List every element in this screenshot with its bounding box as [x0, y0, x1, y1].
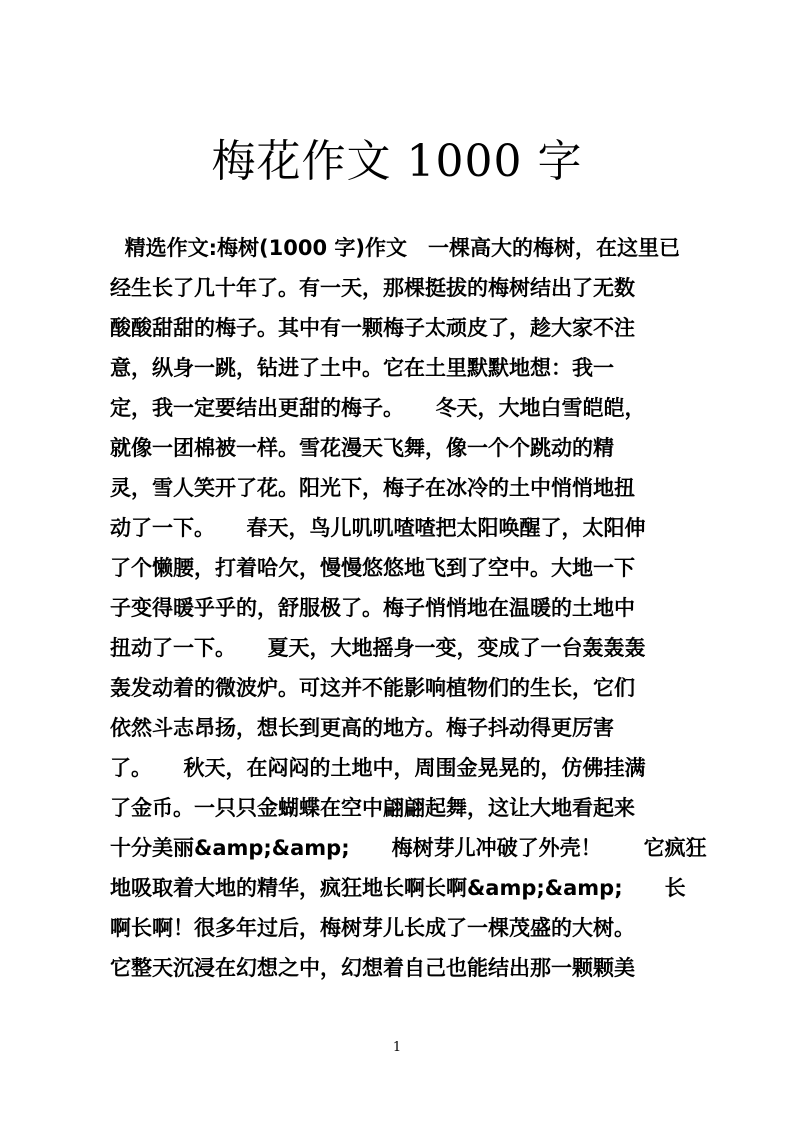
- body-line: 十分美丽&amp;&amp; 梅树芽儿冲破了外壳！ 它疯狂: [110, 836, 707, 860]
- body-line: 了。 秋天，在闷闷的土地中，周围金晃晃的，仿佛挂满: [110, 756, 646, 780]
- body-line: 精选作文:梅树(1000 字)作文 一棵高大的梅树，在这里已: [110, 236, 680, 260]
- body-line: 依然斗志昂扬，想长到更高的地方。梅子抖动得更厉害: [110, 716, 614, 740]
- body-line: 酸酸甜甜的梅子。其中有一颗梅子太顽皮了，趁大家不注: [110, 316, 635, 340]
- body-line: 了个懒腰，打着哈欠，慢慢悠悠地飞到了空中。大地一下: [110, 556, 635, 580]
- body-line: 意，纵身一跳，钻进了土中。它在土里默默地想：我一: [110, 356, 614, 380]
- body-line: 子变得暖乎乎的，舒服极了。梅子悄悄地在温暖的土地中: [110, 596, 635, 620]
- page-title: 梅花作文 1000 字: [211, 136, 583, 187]
- body-line: 扭动了一下。 夏天，大地摇身一变，变成了一台轰轰轰: [110, 636, 646, 660]
- body-line: 了金币。一只只金蝴蝶在空中翩翩起舞，这让大地看起来: [110, 796, 635, 820]
- body-line: 就像一团棉被一样。雪花漫天飞舞，像一个个跳动的精: [110, 436, 614, 460]
- body-line: 动了一下。 春天，鸟儿叽叽喳喳把太阳唤醒了，太阳伸: [110, 516, 646, 540]
- document-body: [110, 228, 707, 988]
- body-line: 定，我一定要结出更甜的梅子。 冬天，大地白雪皑皑，: [110, 396, 646, 420]
- body-line: 经生长了几十年了。有一天，那棵挺拔的梅树结出了无数: [110, 276, 635, 300]
- body-line: 地吸取着大地的精华，疯狂地长啊长啊&amp;&amp; 长: [110, 876, 686, 900]
- body-line: 轰发动着的微波炉。可这并不能影响植物们的生长，它们: [110, 676, 635, 700]
- body-line: 灵，雪人笑开了花。阳光下，梅子在冰冷的土中悄悄地扭: [110, 476, 635, 500]
- body-line: 啊长啊！很多年过后，梅树芽儿长成了一棵茂盛的大树。: [110, 916, 635, 940]
- page-number: 1: [392, 1040, 402, 1055]
- body-line: 它整天沉浸在幻想之中，幻想着自己也能结出那一颗颗美: [110, 956, 635, 980]
